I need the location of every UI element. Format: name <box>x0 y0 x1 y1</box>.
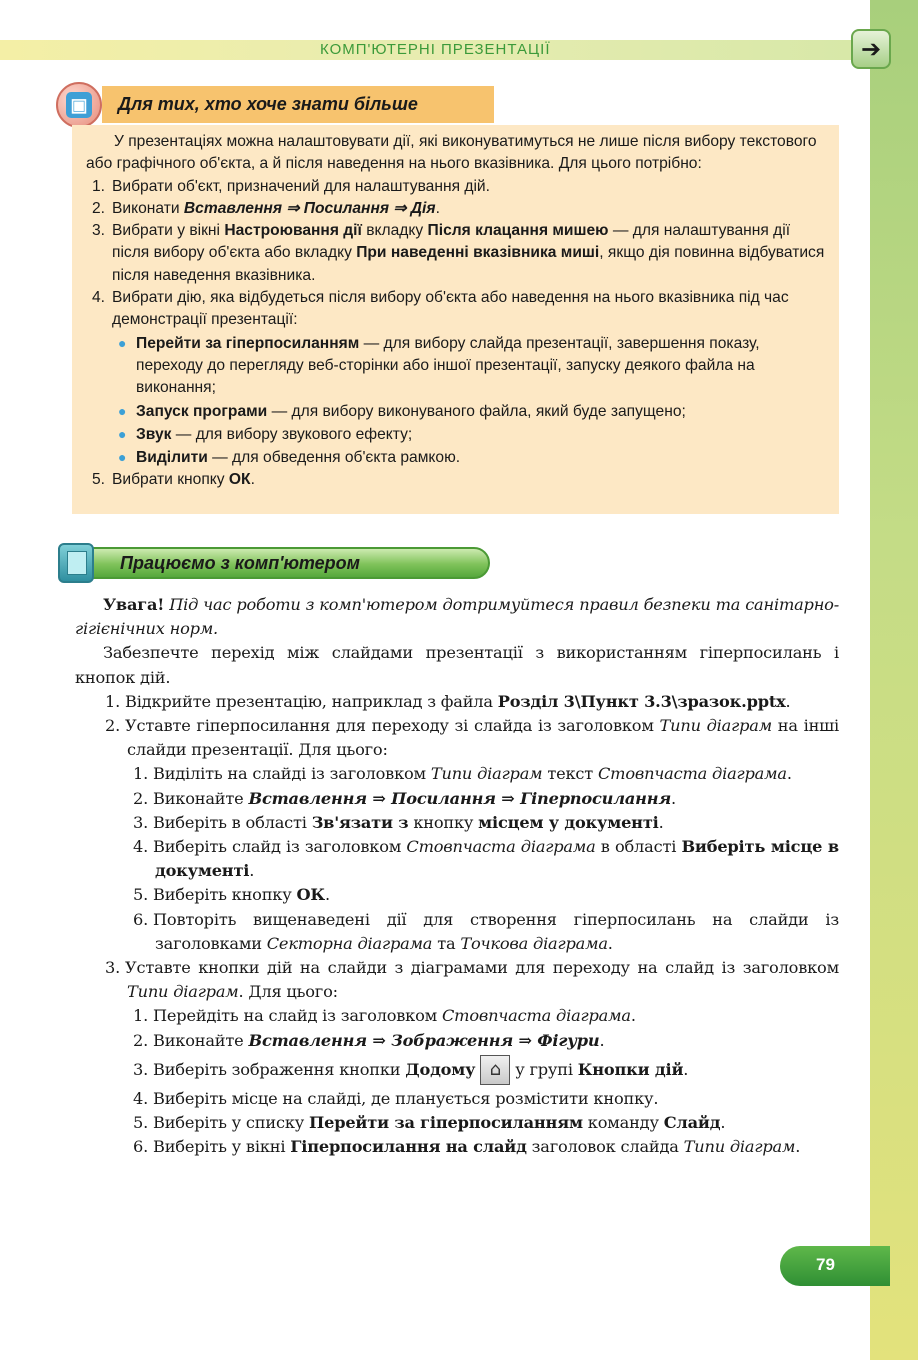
info-intro: У презентаціях можна налаштовувати дії, які виконуватимуться не лише після вибору текстового або графічного об'єкта, а й після наведення на нього вказівника. Для цього потрібно: <box>86 133 817 173</box>
info-step: 4. Вибрати дію, яка відбудеться після вибору об'єкта або наведення на нього вказівника під час демонстрації презентації: <box>92 289 789 329</box>
side-decor-stripe <box>870 0 918 1360</box>
info-step: 2. Виконати Вставлення ⇒ Посилання ⇒ Дія. <box>92 199 440 217</box>
section-title: КОМП'ЮТЕРНІ ПРЕЗЕНТАЦІЇ <box>320 41 551 58</box>
warning-paragraph: Увага! Під час роботи з комп'ютером дотримуйтеся правил безпеки та санітарно-гігієнічних норм. <box>75 595 839 639</box>
task-substep: 6. Виберіть у вікні Гіперпосилання на слайд заголовок слайда Типи діаграм. <box>133 1137 801 1157</box>
arrow-right-icon[interactable]: ➔ <box>851 29 891 69</box>
page-number: 79 <box>816 1255 835 1274</box>
task-substep: 4. Виберіть слайд із заголовком Стовпчаста діаграма в області Виберіть місце в документі. <box>133 837 839 881</box>
task-step: 2. Уставте гіперпосилання для переходу зі слайда із заголовком Типи діаграм на інші слайди презентації. Для цього: <box>105 716 840 760</box>
task-substep: 5. Виберіть кнопку ОК. <box>133 885 330 905</box>
info-step: 5. Вибрати кнопку ОК. <box>92 471 255 489</box>
task-substep: 1. Виділіть на слайді із заголовком Типи діаграм текст Стовпчаста діаграма. <box>133 764 792 784</box>
task-substep: 2. Виконайте Вставлення ⇒ Посилання ⇒ Гіперпосилання. <box>133 788 676 808</box>
task-substep: 5. Виберіть у списку Перейти за гіперпосиланням команду Слайд. <box>133 1113 726 1133</box>
task-substep: 2. Виконайте Вставлення ⇒ Зображення ⇒ Фігури. <box>133 1030 605 1050</box>
task-substep: 4. Виберіть місце на слайді, де планується розмістити кнопку. <box>133 1088 659 1108</box>
task-substep: 1. Перейдіть на слайд із заголовком Стовпчаста діаграма. <box>133 1006 636 1026</box>
task-step: 3. Уставте кнопки дій на слайди з діаграмами для переходу на слайд із заголовком Типи діаграм. Для цього: <box>105 958 839 1002</box>
bullet-icon: ● <box>118 449 127 466</box>
info-bullet: ● Перейти за гіперпосиланням — для вибору слайда презентації, завершення показу, переходу до перегляду веб-сторінки або іншої презентації, запуску деякого файла на виконання; <box>86 332 830 400</box>
bullet-icon: ● <box>118 334 127 351</box>
task-paragraph: Забезпечте перехід між слайдами презентації з використанням гіперпосилань і кнопок дій. <box>75 643 839 687</box>
info-step: 3. Вибрати у вікні Настроювання дії вкладку Після клацання мишею — для налаштування дії після вибору об'єкта або вкладку При наведенні вказівника миші, якщо дія повинна відбуватися після наведення вказівника. <box>92 222 825 284</box>
bullet-icon: ● <box>118 425 127 442</box>
computer-icon <box>58 543 94 583</box>
home-button-icon: ⌂ <box>480 1055 510 1085</box>
info-block-text <box>86 131 830 492</box>
bullet-icon: ● <box>118 402 127 419</box>
task-step: 1. Відкрийте презентацію, наприклад з файла Розділ 3\Пункт 3.3\зразок.pptx. <box>105 691 791 711</box>
info-step: 1. Вибрати об'єкт, призначений для налаштування дій. <box>92 177 490 195</box>
main-text <box>75 593 839 1159</box>
info-block-title: Для тих, хто хоче знати більше <box>118 94 418 114</box>
info-bullet: ● Виділити — для обведення об'єкта рамкою. <box>86 446 830 469</box>
task-substep: 3. Виберіть в області Зв'язати з кнопку місцем у документі. <box>133 812 664 832</box>
info-bullet: ● Звук — для вибору звукового ефекту; <box>86 423 830 446</box>
page-number-tab <box>780 1246 890 1286</box>
task-substep: 3. Виберіть зображення кнопки Додому ⌂ у групі Кнопки дій. <box>75 1053 839 1087</box>
task-substep: 6. Повторіть вищенаведені дії для створення гіперпосилань на слайди із заголовками Секторна діаграма та Точкова діаграма. <box>133 909 839 953</box>
info-square-icon: ▣ <box>56 82 102 128</box>
work-block-title: Працюємо з комп'ютером <box>120 553 360 573</box>
info-bullet: ● Запуск програми — для вибору виконуваного файла, який буде запущено; <box>86 400 830 423</box>
